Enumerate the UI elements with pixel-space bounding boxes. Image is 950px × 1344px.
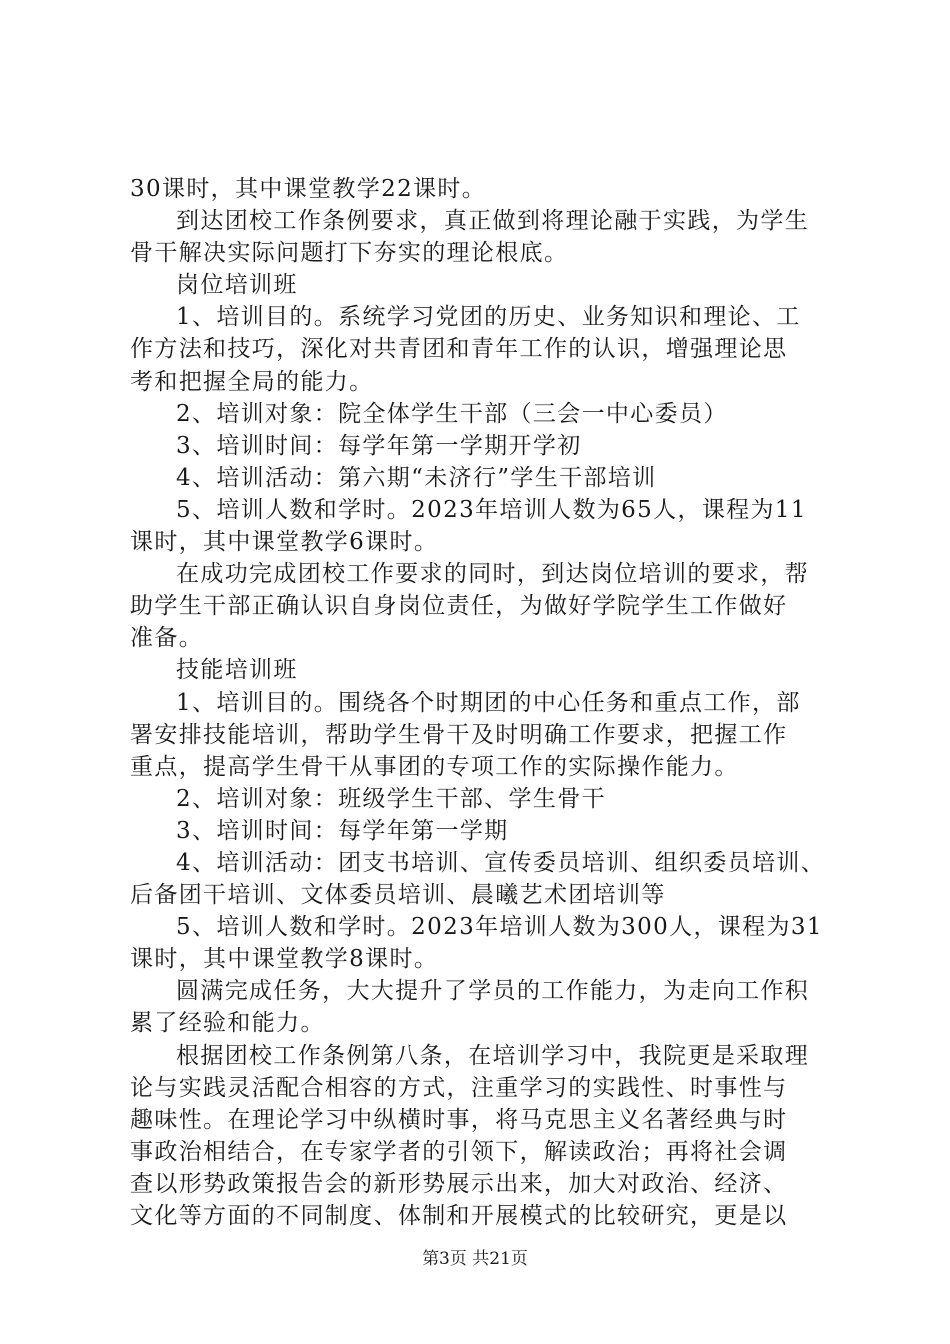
page-footer: 第3页 共21页 xyxy=(422,1249,528,1269)
text-line: 到达团校工作条例要求，真正做到将理论融于实践，为学生 xyxy=(176,208,810,235)
text-line: 课时，其中课堂教学6课时。 xyxy=(130,529,439,556)
text-line: 文化等方面的不同制度、体制和开展模式的比较研究，更是以 xyxy=(130,1203,788,1229)
text-line: 作方法和技巧，深化对共青团和青年工作的认识，增强理论思 xyxy=(130,336,788,363)
text-line: 助学生干部正确认识自身岗位责任，为做好学院学生工作做好 xyxy=(130,593,788,620)
text-line: 趣味性。在理论学习中纵横时事，将马克思主义名著经典与时 xyxy=(130,1106,788,1133)
text-line: 论与实践灵活配合相容的方式，注重学习的实践性、时事性与 xyxy=(130,1074,788,1101)
text-line: 5、培训人数和学时。2023年培训人数为300人，课程为31 xyxy=(176,914,823,941)
text-line: 根据团校工作条例第八条，在培训学习中，我院更是采取理 xyxy=(176,1042,810,1069)
text-line: 3、培训时间：每学年第一学期开学初 xyxy=(176,432,582,459)
text-line: 重点，提高学生骨干从事团的专项工作的实际操作能力。 xyxy=(130,753,739,780)
text-line: 课时，其中课堂教学8课时。 xyxy=(130,946,439,973)
text-line: 在成功完成团校工作要求的同时，到达岗位培训的要求，帮 xyxy=(176,561,810,588)
text-line: 1、培训目的。围绕各个时期团的中心任务和重点工作，部 xyxy=(176,689,801,716)
text-line: 5、培训人数和学时。2023年培训人数为65人，课程为11 xyxy=(176,496,807,523)
text-line: 后备团干培训、文体委员培训、晨曦艺术团培训等 xyxy=(130,882,666,909)
text-line: 1、培训目的。系统学习党团的历史、业务知识和理论、工 xyxy=(176,304,801,331)
text-line: 事政治相结合，在专家学者的引领下，解读政治；再将社会调 xyxy=(130,1138,788,1165)
text-line: 考和把握全局的能力。 xyxy=(130,368,374,395)
text-line: 准备。 xyxy=(130,625,204,652)
text-line: 4、培训活动：团支书培训、宣传委员培训、组织委员培训、 xyxy=(176,849,826,876)
text-line: 2、培训对象：院全体学生干部（三会一中心委员） xyxy=(176,400,728,427)
text-line: 30课时，其中课堂教学22课时。 xyxy=(130,176,487,202)
text-line: 岗位培训班 xyxy=(176,272,298,299)
text-line: 署安排技能培训，帮助学生骨干及时明确工作要求，把握工作 xyxy=(130,721,788,748)
text-line: 3、培训时间：每学年第一学期 xyxy=(176,817,509,844)
text-line: 技能培训班 xyxy=(176,657,298,684)
text-line: 查以形势政策报告会的新形势展示出来，加大对政治、经济、 xyxy=(130,1170,788,1197)
document-body xyxy=(130,173,835,1232)
text-line: 4、培训活动：第六期“未济行”学生干部培训 xyxy=(176,464,657,491)
text-line: 2、培训对象：班级学生干部、学生骨干 xyxy=(176,785,606,812)
text-line: 累了经验和能力。 xyxy=(130,1010,325,1037)
text-line: 骨干解决实际问题打下夯实的理论根底。 xyxy=(130,240,569,267)
text-line: 圆满完成任务，大大提升了学员的工作能力，为走向工作积 xyxy=(176,978,810,1005)
